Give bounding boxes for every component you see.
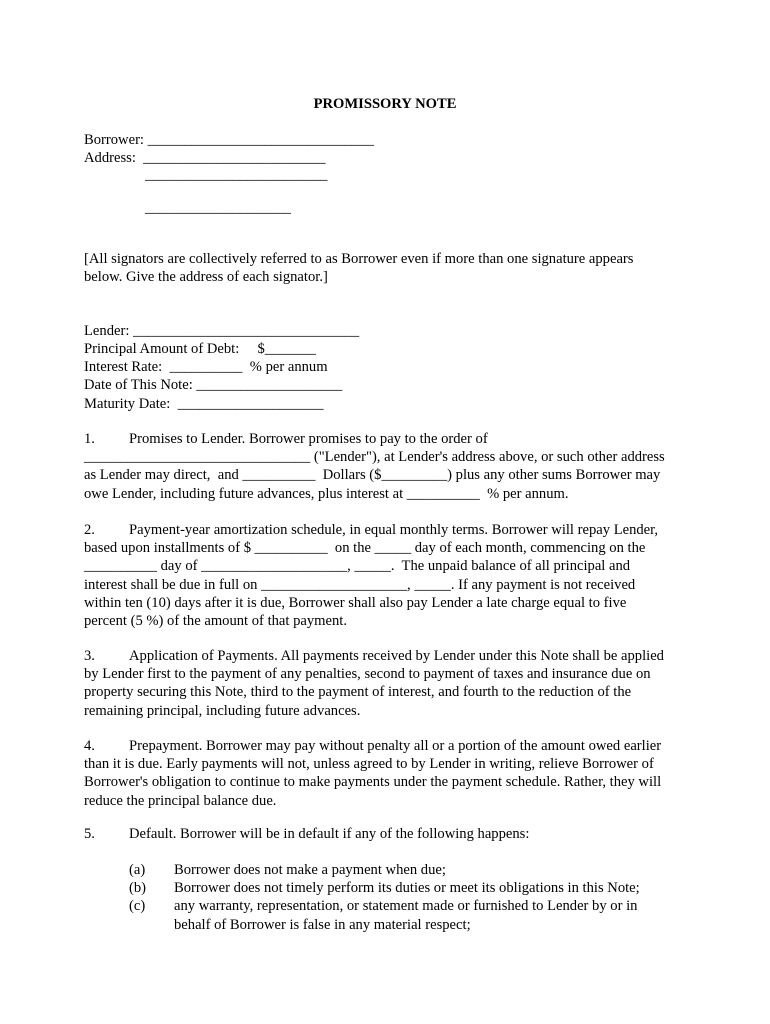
section-line: by Lender first to the payment of any penalties, second to payment of taxes and insurance due on	[84, 666, 651, 683]
address-line-3: ____________________	[145, 200, 291, 216]
section-number: 4.	[84, 738, 95, 754]
section-3	[84, 647, 687, 720]
address-line-2: _________________________	[145, 167, 328, 183]
signator-note-line-2: below. Give the address of each signator.]	[84, 269, 328, 285]
section-line: interest shall be due in full on ____________________, _____. If any payment is not received	[84, 576, 636, 593]
section-line: _______________________________ ("Lender"), at Lender's address above, or such other address	[84, 449, 665, 466]
section-line: property securing this Note, third to the payment of interest, and fourth to the reduction of the	[84, 684, 632, 701]
section-line: remaining principal, including future advances.	[84, 702, 361, 719]
list-item	[129, 861, 640, 879]
list-item	[129, 879, 640, 897]
section-line: reduce the principal balance due.	[84, 792, 277, 809]
section-line: Application of Payments. All payments received by Lender under this Note shall be applied	[129, 648, 664, 664]
list-item-continuation: behalf of Borrower is false in any material respect;	[174, 916, 471, 933]
section-4	[84, 737, 687, 810]
document-title: PROMISSORY NOTE	[313, 96, 457, 112]
section-line: Prepayment. Borrower may pay without penalty all or a portion of the amount owed earlier	[129, 738, 662, 754]
default-list	[129, 861, 640, 934]
list-item-label: (b)	[129, 880, 147, 897]
section-line: based upon installments of $ __________ on the _____ day of each month, commencing on the	[84, 540, 646, 557]
list-item	[129, 897, 640, 933]
section-number: 2.	[84, 522, 95, 538]
list-item-label: (c)	[129, 898, 146, 915]
section-line: within ten (10) days after it is due, Borrower shall also pay Lender a late charge equal to five	[84, 594, 627, 611]
section-line: owe Lender, including future advances, plus interest at __________ % per annum.	[84, 485, 569, 502]
section-2	[84, 521, 687, 630]
section-line: Borrower's obligation to continue to make payments under the payment schedule. Rather, they will	[84, 774, 662, 791]
note-date-field: Date of This Note: ____________________	[84, 377, 343, 393]
section-line: Default. Borrower will be in default if any of the following happens:	[129, 826, 530, 842]
section-line: percent (5 %) of the amount of that payment.	[84, 613, 348, 630]
list-item-text: Borrower does not timely perform its duties or meet its obligations in this Note;	[174, 880, 640, 897]
signator-note-line-1: [All signators are collectively referred to as Borrower even if more than one signature appears	[84, 251, 634, 267]
list-item-label: (a)	[129, 862, 146, 878]
interest-rate-field: Interest Rate: __________ % per annum	[84, 359, 328, 375]
principal-field: Principal Amount of Debt: $_______	[84, 341, 316, 357]
lender-field: Lender: _______________________________	[84, 323, 360, 339]
list-item-text: any warranty, representation, or statement made or furnished to Lender by or in	[174, 898, 638, 915]
section-line: as Lender may direct, and __________ Dollars ($_________) plus any other sums Borrower may	[84, 467, 661, 484]
address-line-1: Address: _________________________	[84, 150, 326, 166]
borrower-line: Borrower: _______________________________	[84, 132, 374, 148]
section-line: Promises to Lender. Borrower promises to pay to the order of	[129, 431, 488, 447]
section-line: than it is due. Early payments will not, unless agreed to by Lender in writing, relieve Borrower of	[84, 756, 654, 773]
list-item-text: Borrower does not make a payment when due;	[174, 862, 446, 878]
section-line: __________ day of ____________________, _____. The unpaid balance of all principal and	[84, 558, 631, 575]
section-number: 3.	[84, 648, 95, 664]
section-number: 1.	[84, 431, 95, 447]
section-1	[84, 430, 687, 503]
section-5	[84, 825, 687, 843]
maturity-date-field: Maturity Date: ____________________	[84, 396, 324, 412]
section-line: Payment-year amortization schedule, in equal monthly terms. Borrower will repay Lender,	[129, 522, 659, 538]
section-number: 5.	[84, 826, 95, 842]
